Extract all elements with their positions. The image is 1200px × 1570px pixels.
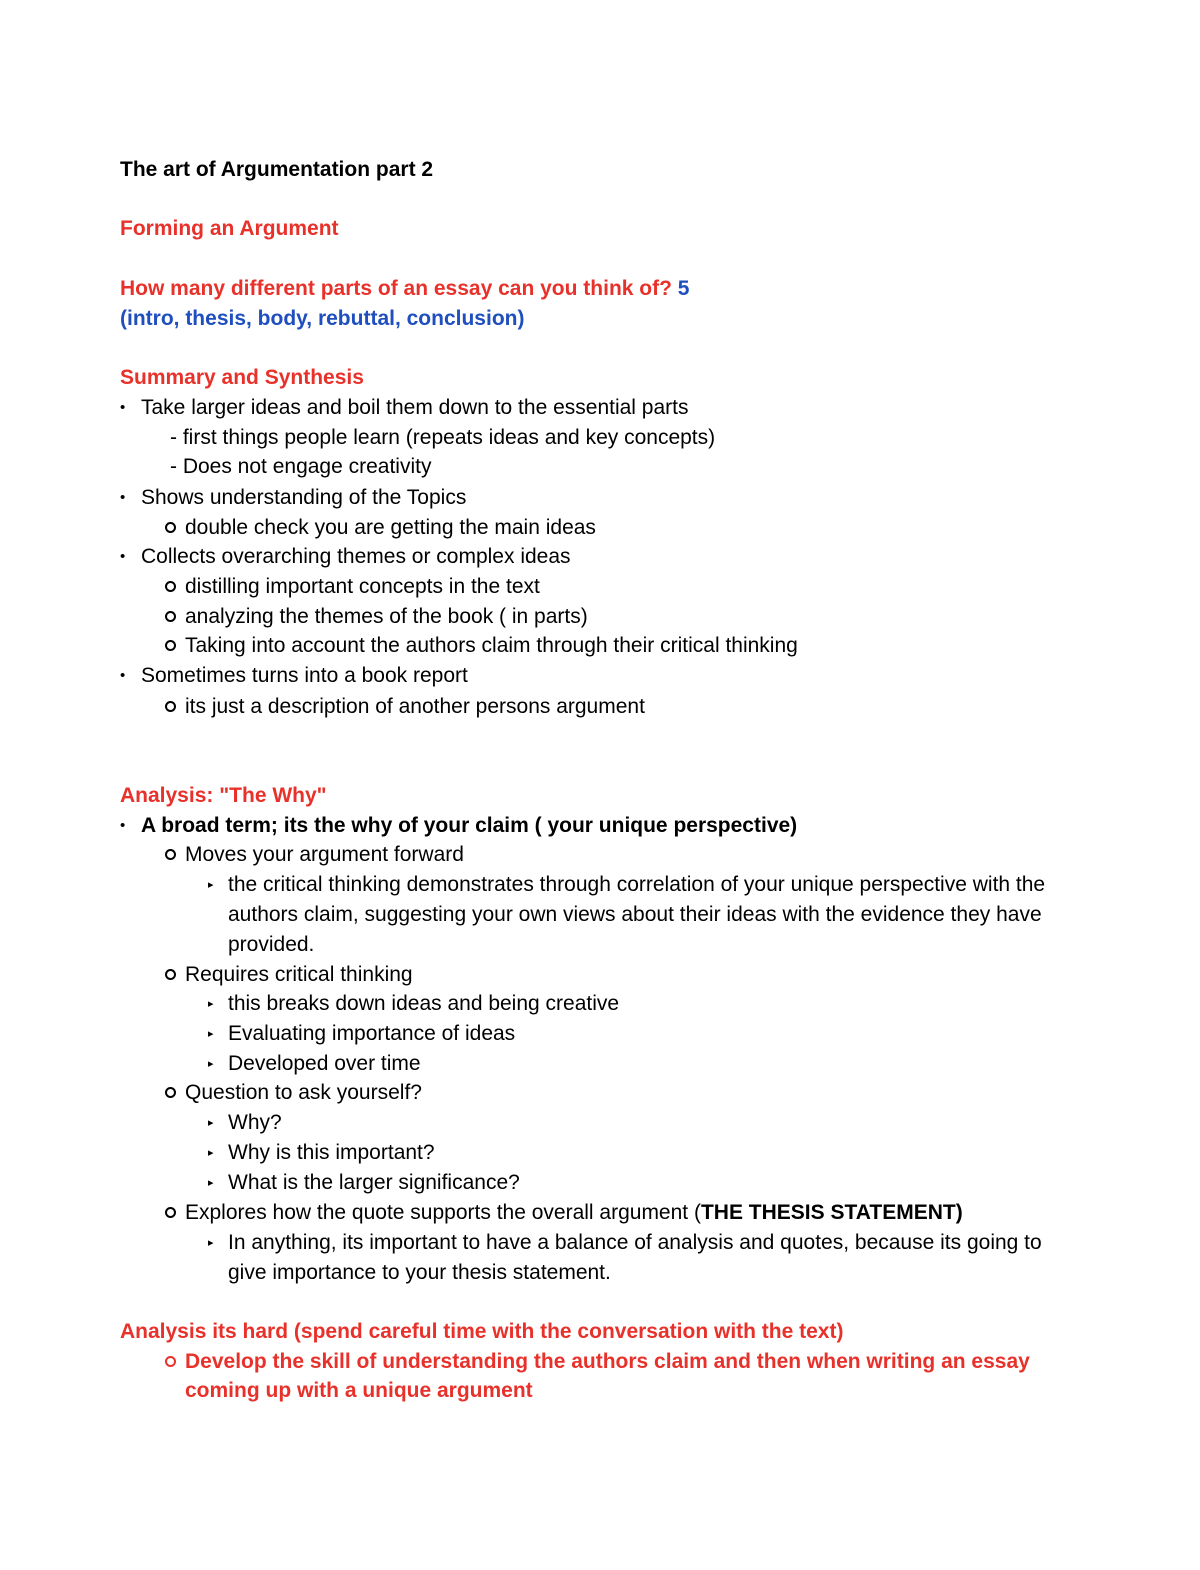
arrow-bullet-icon: ▸	[208, 1237, 214, 1249]
list-item: What is the larger significance?	[228, 1171, 520, 1194]
list-item: Why is this important?	[228, 1141, 435, 1164]
arrow-bullet-icon: ▸	[208, 1117, 214, 1129]
list-item: Develop the skill of understanding the authors claim and then when writing an essay	[185, 1350, 1030, 1373]
circle-bullet-icon	[165, 1356, 176, 1367]
list-item-continuation: provided.	[228, 933, 315, 956]
list-item: this breaks down ideas and being creative	[228, 992, 620, 1015]
essay-parts-list: (intro, thesis, body, rebuttal, conclusion)	[120, 307, 525, 330]
circle-bullet-icon	[165, 640, 176, 651]
circle-bullet-icon	[165, 522, 176, 533]
question-answer: 5	[677, 277, 690, 300]
question-text: How many different parts of an essay can you think of?	[120, 277, 672, 300]
arrow-bullet-icon: ▸	[208, 879, 214, 891]
heading-analysis-why: Analysis: "The Why"	[120, 784, 327, 807]
list-item: Taking into account the authors claim through their critical thinking	[185, 634, 798, 657]
list-item: Question to ask yourself?	[185, 1081, 422, 1104]
list-item: Moves your argument forward	[185, 843, 464, 866]
heading-analysis-hard: Analysis its hard (spend careful time with the conversation with the text)	[120, 1320, 844, 1343]
bullet-icon: •	[120, 399, 126, 416]
list-item	[185, 1200, 963, 1226]
list-item: Developed over time	[228, 1052, 421, 1075]
heading-summary-synthesis: Summary and Synthesis	[120, 366, 364, 389]
thesis-statement-emphasis: THE THESIS STATEMENT)	[700, 1201, 963, 1224]
list-item: its just a description of another persons argument	[185, 695, 645, 718]
list-item: - first things people learn (repeats ideas and key concepts)	[170, 426, 716, 449]
heading-forming-argument: Forming an Argument	[120, 217, 339, 240]
circle-bullet-icon	[165, 969, 176, 980]
arrow-bullet-icon: ▸	[208, 1058, 214, 1070]
circle-bullet-icon	[165, 1087, 176, 1098]
list-item: A broad term; its the why of your claim ( your unique perspective)	[141, 814, 798, 837]
list-item: Shows understanding of the Topics	[141, 486, 467, 509]
circle-bullet-icon	[165, 581, 176, 592]
list-item: Sometimes turns into a book report	[141, 664, 468, 687]
list-item-continuation: authors claim, suggesting your own views about their ideas with the evidence they have	[228, 903, 1042, 926]
bullet-icon: •	[120, 489, 126, 506]
list-item: Take larger ideas and boil them down to the essential parts	[141, 396, 689, 419]
list-item: double check you are getting the main ideas	[185, 516, 596, 539]
list-item: analyzing the themes of the book ( in parts)	[185, 605, 588, 628]
circle-bullet-icon	[165, 611, 176, 622]
document-title: The art of Argumentation part 2	[120, 158, 434, 181]
list-item: Requires critical thinking	[185, 963, 413, 986]
list-item-text: Explores how the quote supports the overall argument (	[185, 1201, 701, 1224]
list-item: In anything, its important to have a balance of analysis and quotes, because its going to	[228, 1231, 1042, 1254]
list-item-continuation: coming up with a unique argument	[185, 1379, 533, 1402]
list-item: distilling important concepts in the text	[185, 575, 540, 598]
arrow-bullet-icon: ▸	[208, 1147, 214, 1159]
list-item: Collects overarching themes or complex ideas	[141, 545, 571, 568]
list-item: - Does not engage creativity	[170, 455, 432, 478]
list-item-continuation: give importance to your thesis statement.	[228, 1261, 611, 1284]
arrow-bullet-icon: ▸	[208, 1177, 214, 1189]
circle-bullet-icon	[165, 1207, 176, 1218]
question-essay-parts	[120, 276, 689, 302]
arrow-bullet-icon: ▸	[208, 1028, 214, 1040]
circle-bullet-icon	[165, 701, 176, 712]
arrow-bullet-icon: ▸	[208, 998, 214, 1010]
list-item: the critical thinking demonstrates through correlation of your unique perspective with the	[228, 873, 1046, 896]
bullet-icon: •	[120, 817, 126, 834]
list-item: Why?	[228, 1111, 282, 1134]
bullet-icon: •	[120, 548, 126, 565]
circle-bullet-icon	[165, 849, 176, 860]
bullet-icon: •	[120, 667, 126, 684]
list-item: Evaluating importance of ideas	[228, 1022, 516, 1045]
